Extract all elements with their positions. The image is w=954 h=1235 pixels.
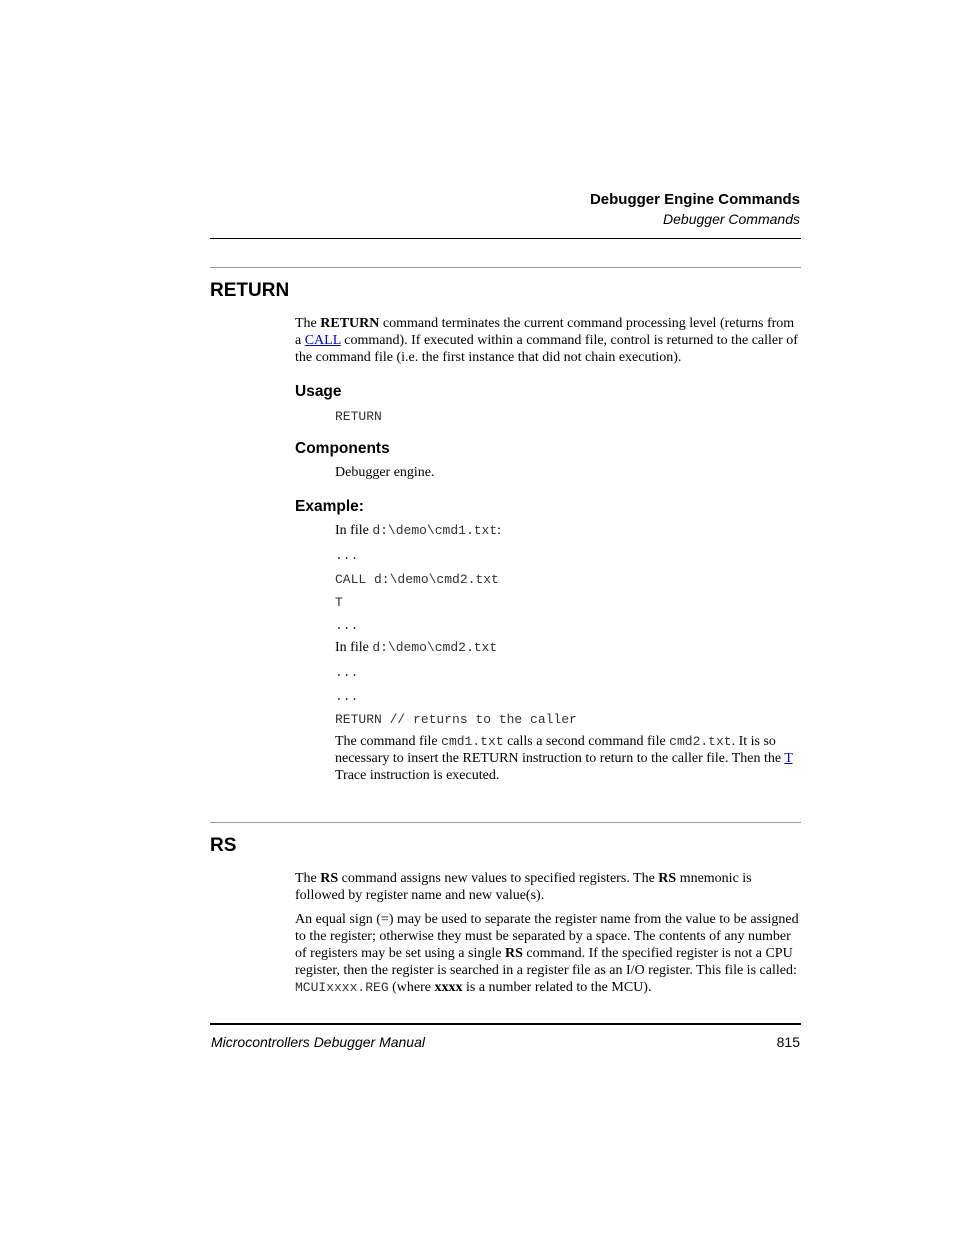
inline-code: cmd2.txt — [669, 734, 732, 749]
text: In file — [335, 640, 373, 655]
footer-rule — [210, 1023, 801, 1025]
example-t-line: T — [335, 595, 343, 610]
section-divider-return — [210, 267, 801, 268]
section-divider-rs — [210, 822, 801, 823]
rs-paragraph-2 — [295, 911, 801, 996]
text: An equal sign (=) may be used to separate the register name from the value to be assigned to the register; otherwise they must be separated by a space. The contents of any number of registers may be set using a single — [295, 912, 799, 961]
text: command assigns new values to specified registers. The — [338, 871, 659, 886]
components-heading: Components — [295, 440, 390, 457]
text: . It is so necessary to insert the RETURN instruction to return to the caller file. Then the — [335, 734, 785, 766]
text: is a number related to the MCU). — [462, 980, 652, 995]
example-file1-line — [335, 523, 501, 539]
call-link[interactable]: CALL — [304, 333, 341, 348]
bold-term: RS — [504, 946, 523, 961]
text: The — [295, 871, 321, 886]
example-heading: Example: — [295, 498, 364, 515]
header-subtitle: Debugger Commands — [663, 211, 800, 227]
section-heading-rs: RS — [210, 835, 237, 856]
text: command). If executed within a command file, control is returned to the caller of the command file (i.e. the first instance that did not chain execution). — [295, 333, 798, 365]
example-file2-line — [335, 640, 497, 656]
text: Trace instruction is executed. — [335, 768, 500, 783]
example-return-line: RETURN // returns to the caller — [335, 712, 577, 727]
components-text: Debugger engine. — [335, 465, 435, 480]
text: (where — [388, 980, 435, 995]
example-ellipsis-3: ... — [335, 665, 359, 680]
footer-manual-title: Microcontrollers Debugger Manual — [211, 1034, 425, 1050]
text: command. If the specified register is not a CPU register, then the register is searched in a register file as an I/O register. This file is called: — [295, 946, 797, 978]
text: The command file — [335, 734, 442, 749]
section-heading-return: RETURN — [210, 280, 290, 301]
example-call-line: CALL d:\demo\cmd2.txt — [335, 572, 499, 587]
usage-heading: Usage — [295, 383, 342, 400]
inline-code: cmd1.txt — [441, 734, 504, 749]
return-intro-paragraph — [295, 315, 801, 366]
example-ellipsis-4: ... — [335, 689, 359, 704]
header-title: Debugger Engine Commands — [589, 191, 800, 208]
inline-code: MCUIxxxx.REG — [295, 980, 389, 995]
text: command terminates the current command processing level (returns from a — [295, 316, 795, 348]
file-path: d:\demo\cmd1.txt — [372, 523, 498, 538]
page-number: 815 — [776, 1034, 800, 1050]
text: mnemonic is followed by register name and new value(s). — [295, 871, 752, 903]
example-ellipsis-2: ... — [335, 618, 359, 633]
file-path: d:\demo\cmd2.txt — [372, 640, 498, 655]
rs-paragraph-1 — [295, 870, 801, 904]
text: calls a second command file — [503, 734, 670, 749]
text: : — [497, 523, 502, 538]
bold-term: RS — [658, 871, 677, 886]
example-ellipsis-1: ... — [335, 548, 359, 563]
bold-term: RETURN — [320, 316, 380, 331]
bold-term: RS — [320, 871, 339, 886]
text: In file — [335, 523, 373, 538]
text: The — [295, 316, 321, 331]
usage-code: RETURN — [335, 409, 382, 424]
bold-term: xxxx — [434, 980, 463, 995]
header-rule — [210, 238, 801, 239]
return-explanation-paragraph — [335, 733, 801, 784]
t-link[interactable]: T — [784, 751, 793, 766]
